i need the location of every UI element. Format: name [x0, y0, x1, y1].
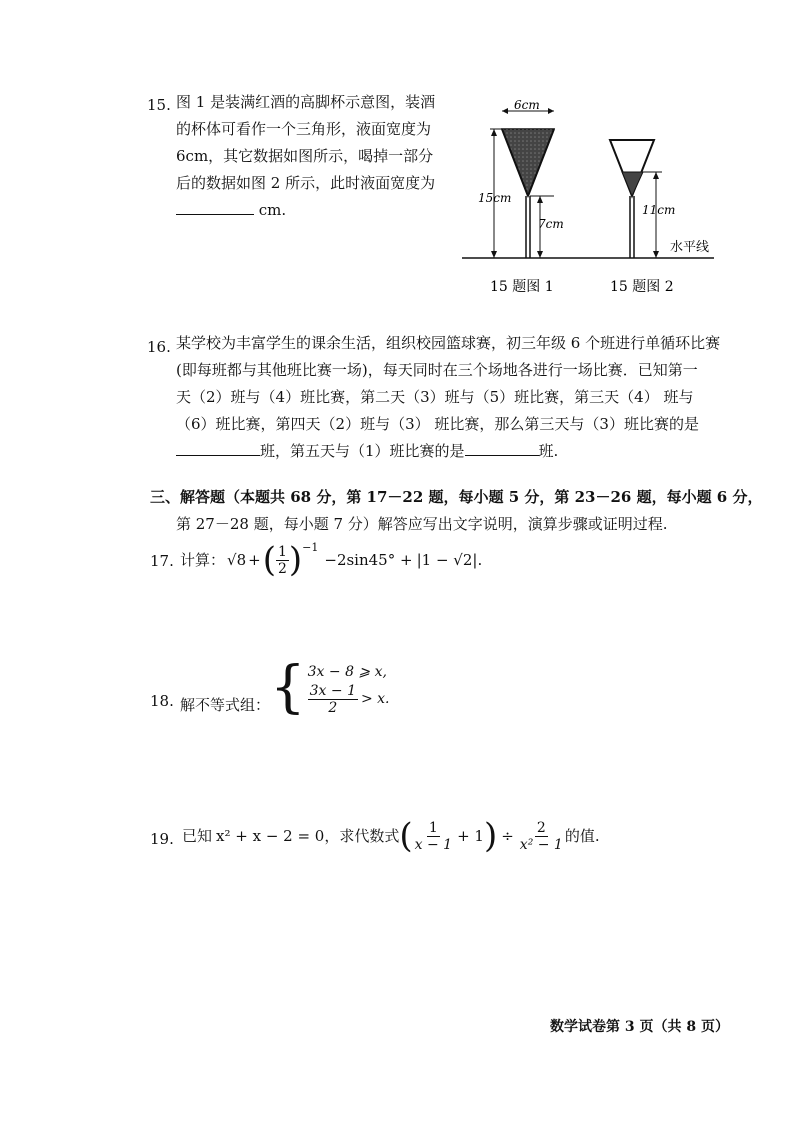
q19-plus-one: + 1 [457, 826, 484, 845]
q17-rparen: ) [288, 540, 303, 580]
q15-unit: cm. [258, 201, 287, 219]
q19-suffix: 的值. [564, 826, 600, 845]
q19-f1-num: 1 [428, 819, 438, 836]
q16-line-5 [176, 438, 756, 465]
q18-frac-den: 2 [328, 699, 338, 716]
glass-figure-2 [610, 140, 675, 258]
q18-ineq-1: 3x − 8 ⩾ x, [307, 663, 387, 680]
q17-expression [180, 538, 482, 582]
q19-number: 19. [150, 830, 174, 848]
q15-figure [462, 96, 722, 306]
q16-text [176, 330, 756, 465]
q17-frac-num: 1 [277, 543, 287, 560]
section-3-line-1: 三、解答题（本题共 68 分，第 17－22 题，每小题 5 分，第 23－26 题，每小题 6 分， [150, 488, 763, 506]
q16-answer-blank-1[interactable] [176, 441, 260, 456]
q19-f2-num: 2 [536, 819, 546, 836]
q17-abs: |1 − √2| [416, 550, 478, 569]
q18-ineq-2 [308, 683, 390, 716]
q15-line-3: 6cm，其它数据如图所示，喝掉一部分 [176, 147, 434, 165]
q19-prefix: 已知 [182, 826, 213, 845]
q17-frac-den: 2 [277, 560, 287, 577]
q19-rparen: ) [483, 816, 498, 856]
q16-line-1: 某学校为丰富学生的课余生活，组织校园篮球赛，初三年级 6 个班进行单循环比赛 [176, 334, 721, 352]
q17-exponent: −1 [302, 541, 319, 554]
q15-line-5 [176, 197, 435, 224]
q18-frac-num: 3x − 1 [309, 682, 356, 699]
q19-fraction-2 [518, 820, 565, 853]
fig1-caption: 15 题图 1 [490, 279, 554, 295]
q18-system [270, 655, 390, 720]
section-3-line-2: 第 27－28 题，每小题 7 分）解答应写出文字说明，演算步骤或证明过程. [176, 515, 668, 533]
q16-answer-blank-2[interactable] [465, 441, 539, 456]
q15-text [176, 89, 435, 224]
q17-end: . [477, 550, 483, 569]
fig1-width-label: 6cm [514, 98, 540, 112]
fig1-stem-label: 7cm [538, 217, 564, 231]
q15-number: 15. [147, 96, 171, 114]
q16-line-2: (即每班都与其他班比赛一场)，每天同时在三个场地各进行一场比赛．已知第一 [176, 361, 698, 379]
q19-divide: ÷ [501, 826, 514, 845]
q15-line-2: 的杯体可看作一个三角形，液面宽度为 [176, 120, 432, 138]
q18-prefix: 解不等式组： [180, 696, 271, 714]
q18-brace: { [270, 655, 306, 720]
fig2-caption: 15 题图 2 [610, 279, 674, 295]
q17-prefix: 计算： [180, 550, 226, 569]
q16-number: 16. [147, 338, 171, 356]
q18-ineq-2-tail: > x. [360, 691, 390, 707]
q17-plus: + [248, 550, 261, 569]
q19-f2-den: x² − 1 [519, 836, 563, 853]
q17-middle: −2sin45° + [324, 550, 413, 569]
q18-fraction [308, 683, 358, 716]
section-3-heading [150, 484, 762, 538]
q15-line-4: 后的数据如图 2 所示，此时液面宽度为 [176, 174, 436, 192]
q16-line-3: 天（2）班与（4）班比赛，第二天（3）班与（5）班比赛，第三天（4） 班与 [176, 388, 694, 406]
q18-number: 18. [150, 692, 174, 710]
q19-f1-den: x − 1 [414, 836, 453, 853]
q19-fraction-1 [413, 820, 454, 853]
ground-label: 水平线 [670, 240, 710, 255]
q17-number: 17. [150, 552, 174, 570]
q19-expression [182, 814, 600, 858]
q17-lparen: ( [262, 540, 276, 580]
fig1-height-label: 15cm [478, 191, 512, 205]
q18-inequalities [308, 661, 390, 716]
q16-line-4: （6）班比赛，第四天（2）班与（3） 班比赛，那么第三天与（3）班比赛的是 [176, 415, 699, 433]
q19-given: x² + x − 2 = 0，求代数式 [216, 826, 400, 845]
fig2-height-label: 11cm [642, 203, 676, 217]
q19-lparen: ( [399, 816, 413, 856]
q16-line5-a: 班，第五天与（1）班比赛的是 [260, 442, 465, 460]
q15-answer-blank[interactable] [176, 200, 254, 215]
q16-line5-b: 班. [538, 442, 559, 460]
page-footer: 数学试卷第 3 页（共 8 页） [550, 1019, 729, 1035]
q17-sqrt8: √8 [227, 550, 247, 569]
glass-figure-1 [478, 98, 564, 258]
q15-line-1: 图 1 是装满红酒的高脚杯示意图，装酒 [176, 93, 436, 111]
q17-fraction [276, 544, 289, 577]
